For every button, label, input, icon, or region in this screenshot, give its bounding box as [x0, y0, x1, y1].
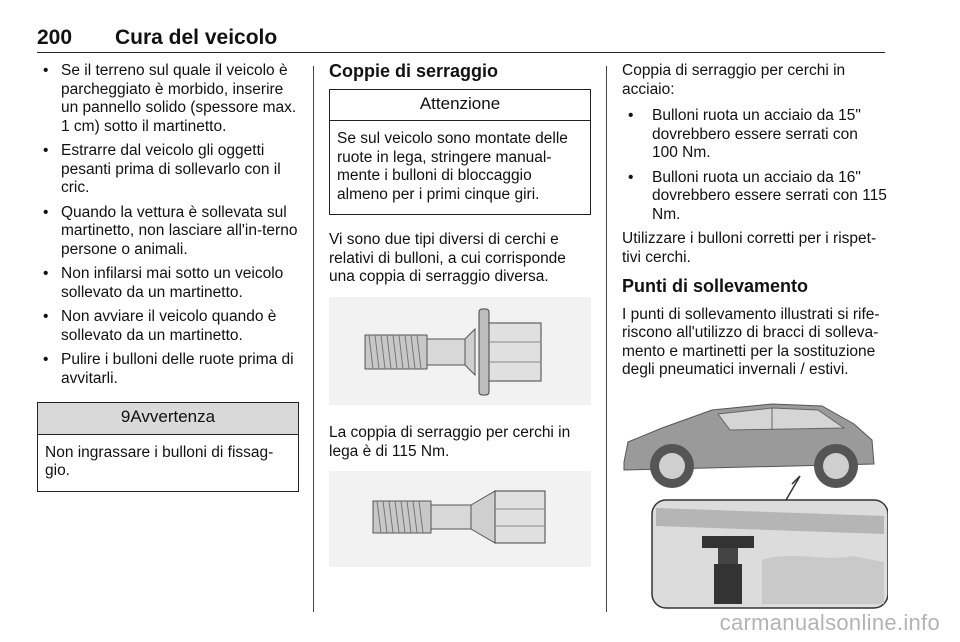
list-item: • Estrarre dal veicolo gli oggetti pesanti prima di sollevarlo con il cric. [37, 142, 299, 198]
list-item: • Bulloni ruota un acciaio da 16" dovrebbero essere serrati con 115 Nm. [622, 169, 888, 225]
lifting-point-illustration [622, 390, 888, 618]
torque-heading: Coppie di serraggio [329, 61, 499, 81]
warning-icon: 9 [120, 407, 131, 426]
list-item: • Pulire i bulloni delle ruote prima di avvitarli. [37, 351, 299, 388]
steel-bolt-image [329, 297, 591, 411]
list-item: • Bulloni ruota un acciaio da 15" dovrebbero essere serrati con 100 Nm. [622, 107, 888, 163]
safety-list [37, 62, 299, 388]
caution-box [329, 89, 591, 216]
column-1 [37, 62, 299, 492]
list-item: • Non infilarsi mai sotto un veicolo sollevato da un martinetto. [37, 265, 299, 302]
steel-intro: Coppia di serraggio per cerchi in acciaio: [622, 62, 846, 98]
warning-text: Non ingrassare i bulloni di fissag-gio. [45, 443, 274, 479]
page-header [37, 26, 885, 53]
warning-title: Avvertenza [130, 407, 216, 426]
caution-text: Se sul veicolo sono montate delle ruote in lega, stringere manual-mente i bulloni di bloccaggio almeno per i primi cinque giri. [337, 130, 568, 203]
list-item: • Quando la vettura è sollevata sul martinetto, non lasciare all'in-terno persone o animali. [37, 204, 299, 260]
lifting-points-heading: Punti di sollevamento [622, 276, 809, 296]
column-2 [329, 62, 591, 587]
lifting-points-paragraph: I punti di sollevamento illustrati si rife-riscono all'utilizzo di bracci di solleva-mento e martinetti per la sostituzione degli pneumatici invernali / estivi. [622, 305, 880, 378]
correct-bolts-paragraph: Utilizzare i bulloni corretti per i rispet-tivi cerchi. [622, 230, 877, 266]
warning-box [37, 402, 299, 492]
caution-header: Attenzione [330, 90, 590, 122]
section-title: Cura del veicolo [115, 26, 278, 49]
watermark: carmanualsonline.info [719, 610, 940, 635]
alloy-bolt-image [329, 471, 591, 573]
steel-bolt-list [622, 107, 888, 224]
list-item: • Non avviare il veicolo quando è sollevato da un martinetto. [37, 308, 299, 345]
column-divider [606, 66, 607, 612]
warning-header [38, 403, 298, 435]
alloy-torque-paragraph: La coppia di serraggio per cerchi in lega è di 115 Nm. [329, 424, 571, 460]
column-3 [622, 62, 888, 617]
column-divider [313, 66, 314, 612]
bolt-types-paragraph: Vi sono due tipi diversi di cerchi e relativi di bulloni, a cui corrisponde una coppia di serraggio diversa. [329, 231, 566, 285]
page-number: 200 [37, 26, 73, 49]
list-item: • Se il terreno sul quale il veicolo è parcheggiato è morbido, inserire un pannello solido (spessore max. 1 cm) sotto il martinetto. [37, 62, 299, 136]
